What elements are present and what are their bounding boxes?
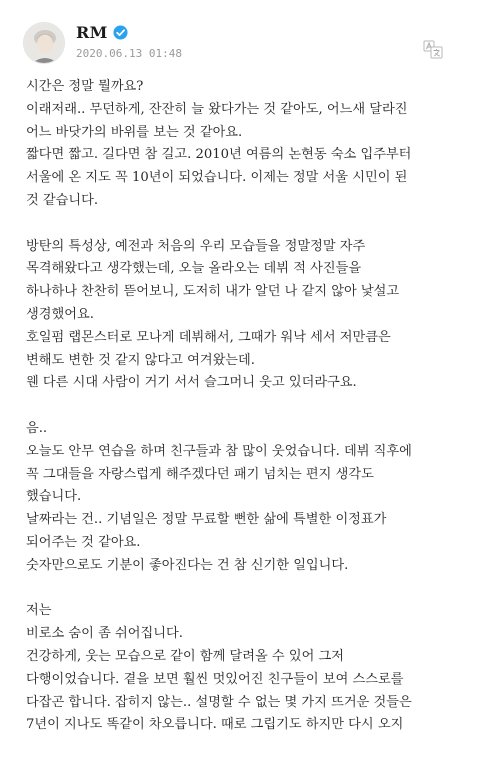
post-line: 것 같습니다. bbox=[26, 192, 99, 208]
post-line: 건강하게, 웃는 모습으로 같이 함께 달려올 수 있어 그저 bbox=[26, 648, 344, 664]
post-line: 생경했어요. bbox=[26, 306, 94, 322]
post-line: 되어주는 것 같아요. bbox=[26, 534, 141, 550]
post-line: 서울에 온 지도 꼭 10년이 되었습니다. 이제는 정말 서울 시민이 된 bbox=[26, 170, 408, 186]
post-line: 7년이 지나도 똑같이 차오릅니다. 때로 그립기도 하지만 다시 오지 bbox=[26, 717, 404, 733]
translate-icon bbox=[422, 38, 444, 60]
post-body bbox=[26, 76, 466, 760]
post-paragraph-4 bbox=[26, 600, 466, 737]
post-line: 시간은 정말 뭘까요? bbox=[26, 79, 144, 94]
post-line: 이래저래.. 무던하게, 잔잔히 늘 왔다가는 것 같아도, 어느새 달라진 bbox=[26, 101, 408, 117]
post-paragraph-2 bbox=[26, 236, 466, 396]
author-name[interactable]: RM bbox=[76, 22, 108, 42]
post-line: 호일펌 랩몬스터로 모나게 데뷔해서, 그때가 워낙 세서 저만큼은 bbox=[26, 329, 391, 345]
post-line: 하나하나 찬찬히 뜯어보니, 도저히 내가 알던 나 같지 않아 낯설고 bbox=[26, 284, 400, 300]
post-line: 저는 bbox=[26, 603, 52, 619]
post-header bbox=[0, 0, 480, 72]
post-line: 방탄의 특성상, 예전과 처음의 우리 모습들을 정말정말 자주 bbox=[26, 238, 366, 254]
avatar[interactable] bbox=[23, 22, 65, 64]
avatar-image bbox=[24, 23, 65, 64]
post-line: 웬 다른 시대 사람이 거기 서서 슬그머니 웃고 있더라구요. bbox=[26, 375, 357, 391]
post-line: 날짜라는 건.. 기념일은 정말 무료할 뻔한 삶에 특별한 이정표가 bbox=[26, 512, 387, 528]
post-line: 어느 바닷가의 바위를 보는 것 같아요. bbox=[26, 124, 243, 140]
post-paragraph-1 bbox=[26, 76, 466, 213]
translate-button[interactable] bbox=[422, 38, 444, 60]
post-line: 오늘도 안무 연습을 하며 친구들과 참 많이 웃었습니다. 데뷔 직후에 bbox=[26, 443, 412, 459]
post-paragraph-3 bbox=[26, 418, 466, 578]
post-line: 짧다면 짧고. 길다면 참 길고. 2010년 여름의 논현동 숙소 입주부터 bbox=[26, 147, 412, 163]
post-line: 다잡곤 합니다. 잡히지 않는.. 설명할 수 없는 몇 가지 뜨거운 것들은 bbox=[26, 694, 412, 710]
post-line: 다행이었습니다. 곁을 보면 훨씬 멋있어진 친구들이 보여 스스로를 bbox=[26, 671, 404, 687]
author-row bbox=[76, 22, 128, 42]
post-line: 목격해왔다고 생각했는데, 오늘 올라오는 데뷔 적 사진들을 bbox=[26, 261, 362, 277]
post-timestamp: 2020.06.13 01:48 bbox=[76, 47, 182, 60]
post-line: 비로소 숨이 좀 쉬어집니다. bbox=[26, 626, 183, 642]
post-line: 했습니다. bbox=[26, 489, 82, 505]
verified-check-icon bbox=[113, 25, 128, 40]
post-line: 숫자만으로도 기분이 좋아진다는 건 참 신기한 일입니다. bbox=[26, 557, 349, 573]
post-line: 변해도 변한 것 같지 않다고 여겨왔는데. bbox=[26, 352, 255, 368]
post-line: 꼭 그대들을 자랑스럽게 해주겠다던 패기 넘치는 편지 생각도 bbox=[26, 466, 374, 482]
post-line: 음.. bbox=[26, 420, 48, 436]
